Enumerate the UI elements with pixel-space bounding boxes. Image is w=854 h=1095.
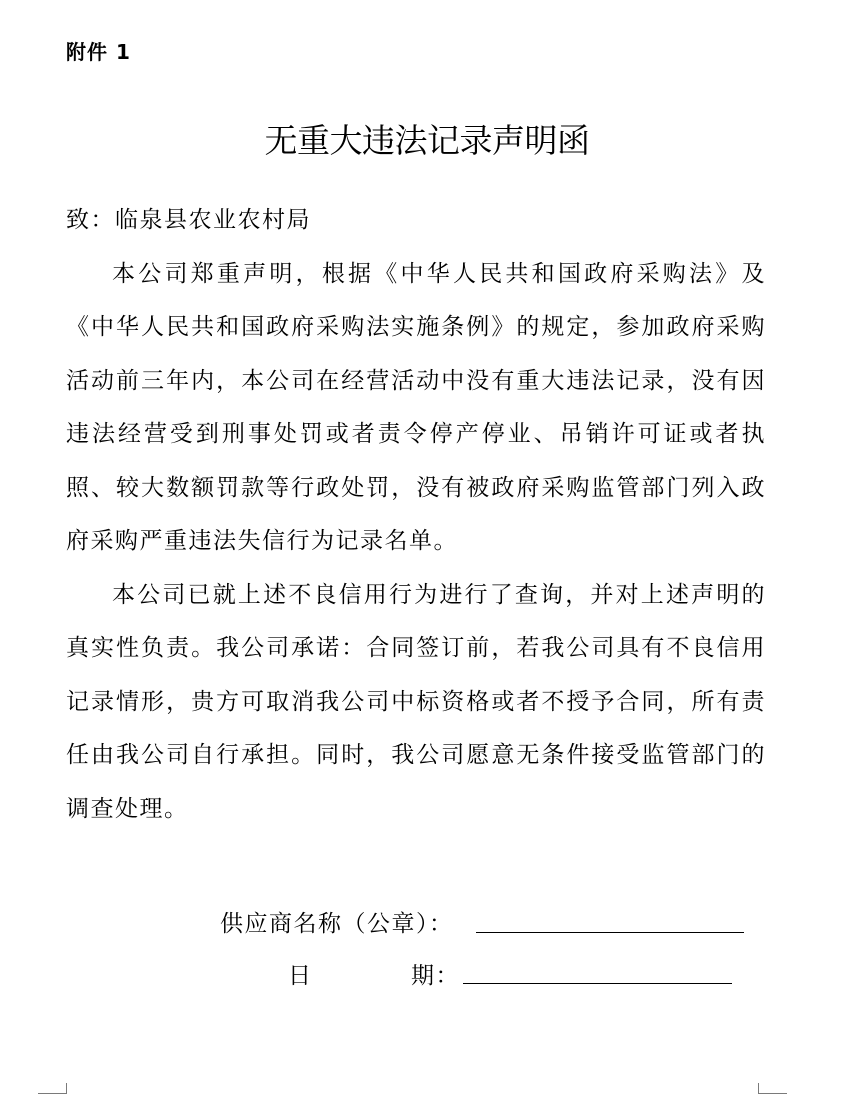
- page-corner-mark-right: [758, 1083, 787, 1094]
- document-title: 无重大违法记录声明函: [264, 121, 590, 160]
- addressee: 致：临泉县农业农村局: [66, 207, 311, 233]
- document-body: [66, 194, 766, 836]
- declaration-paragraph: 本公司郑重声明，根据《中华人民共和国政府采购法》及《中华人民共和国政府采购法实施条例》的规定，参加政府采购活动前三年内，本公司在经营活动中没有重大违法记录，没有因违法经营受到刑事处罚或者责令停产停业、吊销许可证或者执照、较大数额罚款等行政处罚，没有被政府采购监管部门列入政府采购严重违法失信行为记录名单。: [66, 260, 766, 554]
- supplier-name-label: 供应商名称（公章）：: [220, 911, 454, 937]
- commitment-paragraph: 本公司已就上述不良信用行为进行了查询，并对上述声明的真实性负责。我公司承诺：合同签订前，若我公司具有不良信用记录情形，贵方可取消我公司中标资格或者不授予合同，所有责任由我公司自行承担。同时，我公司愿意无条件接受监管部门的调查处理。: [66, 581, 766, 822]
- date-label-ri: 日: [288, 963, 313, 989]
- attachment-label: 附件 1: [66, 40, 131, 64]
- date-blank: [463, 983, 732, 984]
- page-corner-mark-left: [38, 1083, 67, 1094]
- supplier-name-blank: [476, 932, 744, 933]
- date-label-qi: 期：: [411, 963, 460, 989]
